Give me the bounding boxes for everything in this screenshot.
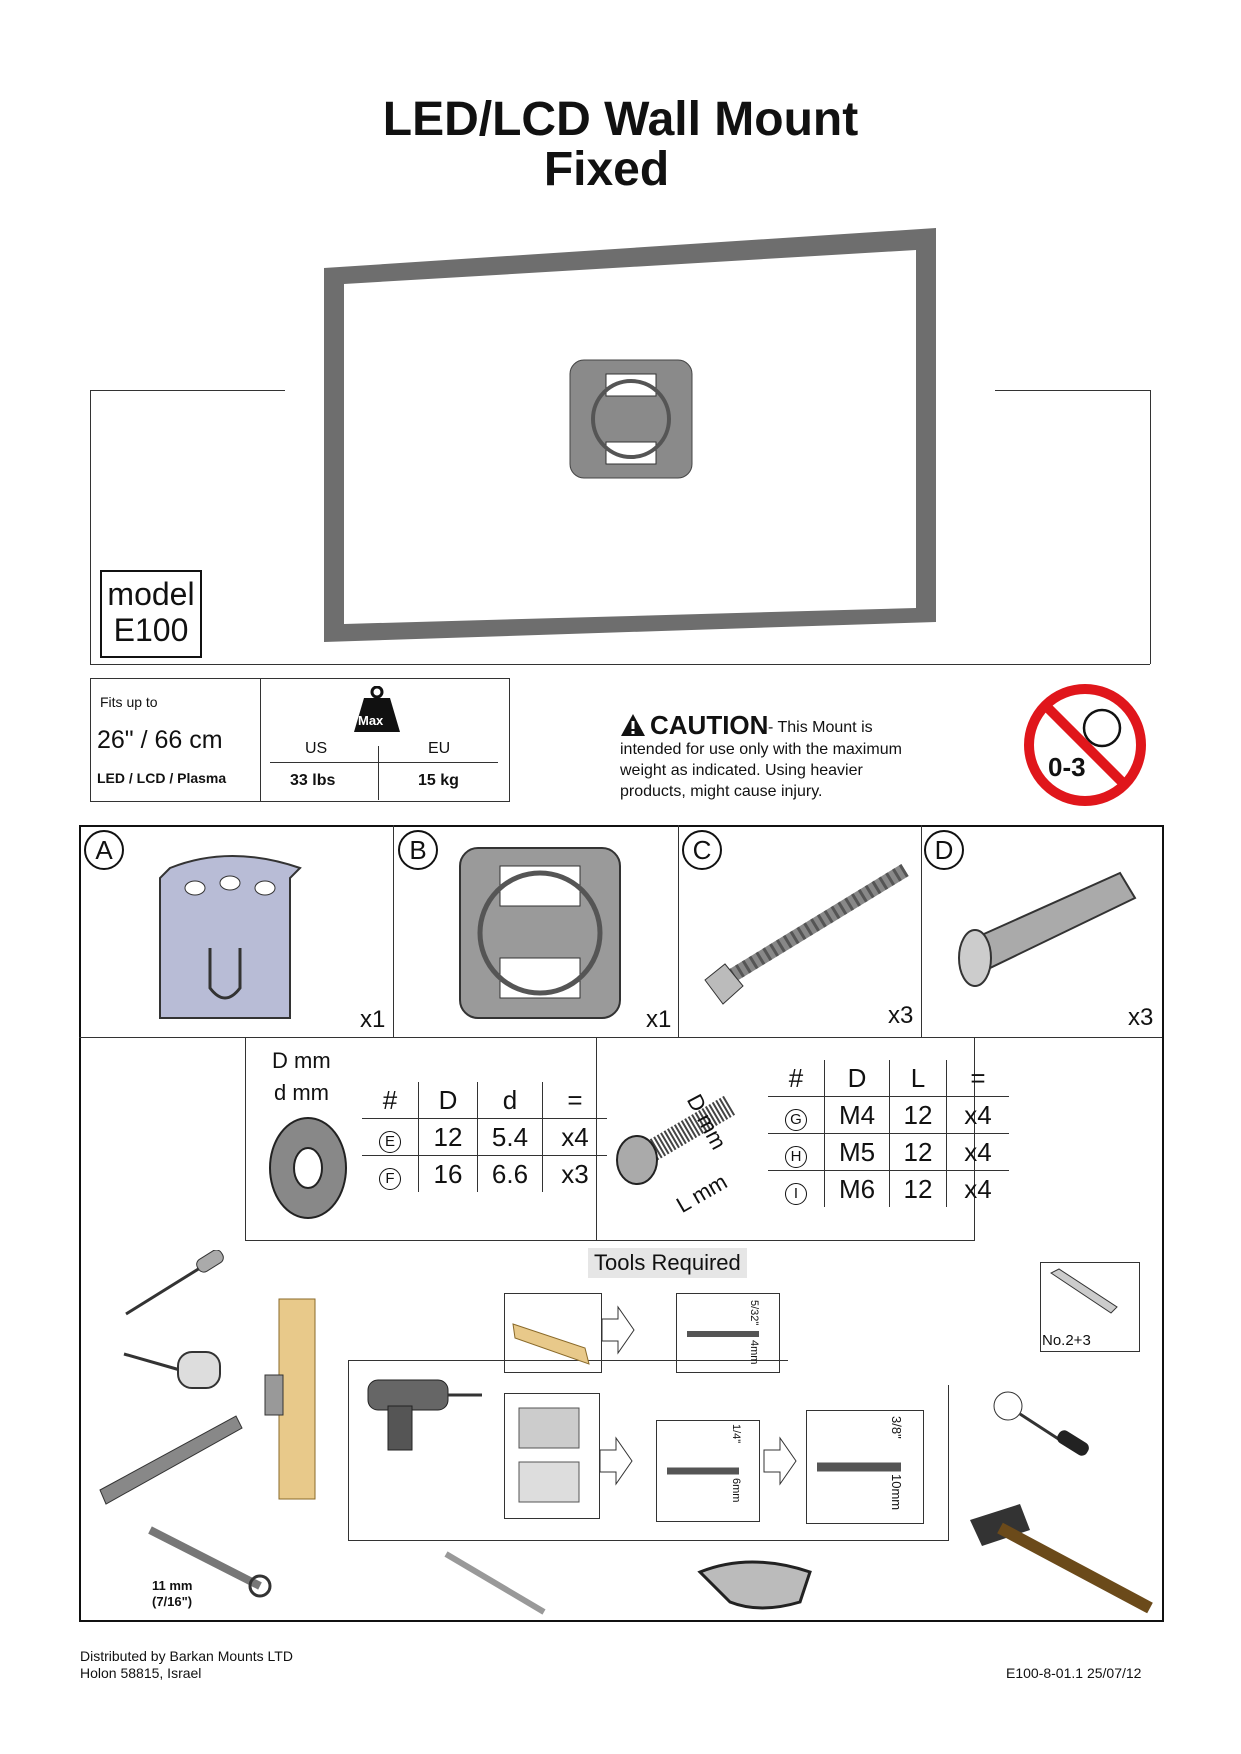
tools-bracket-right <box>948 1385 949 1541</box>
bit1-mm: 4mm <box>748 1340 760 1365</box>
frame-line-left-v <box>90 390 91 664</box>
bit2-mm: 6mm <box>730 1478 742 1503</box>
washer-row-e-id: E <box>379 1131 401 1153</box>
screw-header-L: L <box>890 1060 947 1097</box>
part-b-qty: x1 <box>646 1006 672 1033</box>
washer-row-f-id: F <box>379 1168 401 1190</box>
weight-divider-v <box>378 746 379 800</box>
part-c-qty: x3 <box>888 1002 914 1029</box>
bit1-inch: 5/32" <box>748 1300 760 1326</box>
screw-row-i-L: 12 <box>890 1171 947 1208</box>
age-label: 0-3 <box>1048 752 1086 782</box>
fits-divider <box>260 678 261 801</box>
bit2-inch: 1/4" <box>730 1424 742 1444</box>
screw-row-g-qty: x4 <box>947 1097 1010 1134</box>
screw-row-g-D: M4 <box>825 1097 890 1134</box>
awl-icon <box>120 1250 230 1320</box>
model-box <box>100 570 202 658</box>
washer-row-e-qty: x4 <box>543 1119 608 1156</box>
warning-icon <box>620 713 646 737</box>
part-a-label: A <box>84 830 124 870</box>
washer-header-D: D <box>419 1082 478 1119</box>
screw-row-h-D: M5 <box>825 1134 890 1171</box>
tools-required-label: Tools Required <box>588 1248 747 1278</box>
screw-row-h-L: 12 <box>890 1134 947 1171</box>
eu-label: EU <box>428 740 451 757</box>
washer-row-f-D: 16 <box>419 1156 478 1193</box>
page-subtitle: Fixed <box>543 143 670 196</box>
us-weight: 33 lbs <box>290 772 336 789</box>
caution-text-2: intended for use only with the maximum <box>620 741 902 758</box>
washer-table <box>362 1082 607 1192</box>
distributor-line-2: Holon 58815, Israel <box>80 1665 202 1681</box>
screwdriver-icon <box>990 1380 1100 1470</box>
screw-header-num: # <box>788 1062 804 1093</box>
arrow-right-2-icon <box>598 1436 634 1486</box>
part-d-label: D <box>924 830 964 870</box>
model-number: E100 <box>113 612 189 648</box>
power-drill-icon <box>358 1370 488 1490</box>
screw-header-D: D <box>825 1060 890 1097</box>
bit3-mm: 10mm <box>889 1474 904 1511</box>
frame-line-right <box>995 390 1150 391</box>
tape-measure-icon <box>120 1340 230 1400</box>
eu-weight: 15 kg <box>418 772 459 789</box>
screw-row-g-id: G <box>785 1109 807 1131</box>
washer-row-e-D: 12 <box>419 1119 478 1156</box>
washer-illustration <box>258 1108 358 1228</box>
screw-header-qty: = <box>947 1060 1010 1097</box>
frame-line-bottom <box>90 664 1150 665</box>
hammer-icon <box>960 1500 1160 1620</box>
drill-bit-4mm-box <box>676 1293 780 1373</box>
screw-row-i-D: M6 <box>825 1171 890 1208</box>
weight-max-label: Max <box>358 713 384 728</box>
frame-line-right-v <box>1150 390 1151 664</box>
pencil-icon <box>440 1548 550 1618</box>
washer-small-d-label: d mm <box>274 1080 329 1105</box>
drill-bit-6mm-box <box>656 1420 760 1522</box>
washer-header-qty: = <box>543 1082 608 1119</box>
part-a-qty: x1 <box>360 1006 386 1033</box>
parts-col-1 <box>393 825 394 1037</box>
screw-c-illustration <box>695 860 915 1010</box>
tv-with-mount-illustration <box>320 220 940 650</box>
bracket-a-illustration <box>150 848 310 1028</box>
wrench-size-mm: 11 mm <box>152 1578 193 1593</box>
wood-material-box <box>504 1293 602 1373</box>
frame-line-left <box>90 390 285 391</box>
fits-size: 26" / 66 cm <box>97 726 223 754</box>
part-d-qty: x3 <box>1128 1004 1154 1031</box>
page-title: LED/LCD Wall Mount <box>382 93 859 146</box>
caution-heading: CAUTION <box>650 710 769 740</box>
screw-l-label: L mm <box>672 1168 732 1218</box>
caution-text-4: products, might cause injury. <box>620 783 823 800</box>
wrench-size-inch: (7/16") <box>152 1594 193 1609</box>
model-label: model <box>107 576 195 612</box>
screw-row-i-id: I <box>785 1183 807 1205</box>
part-c-label: C <box>682 830 722 870</box>
washer-row-f-qty: x3 <box>543 1156 608 1193</box>
tools-bracket-bottom <box>348 1540 948 1541</box>
screw-row-g-L: 12 <box>890 1097 947 1134</box>
fits-label: Fits up to <box>100 694 158 710</box>
screwdriver-size: No.2+3 <box>1042 1332 1091 1349</box>
screw-row-h-qty: x4 <box>947 1134 1010 1171</box>
drill-bit-10mm-box <box>806 1410 924 1524</box>
tools-bracket-left <box>348 1360 349 1540</box>
distributor-line-1: Distributed by Barkan Mounts LTD <box>80 1648 293 1664</box>
fits-types: LED / LCD / Plasma <box>97 770 227 786</box>
screw-row-i-qty: x4 <box>947 1171 1010 1208</box>
screw-d-label: D mm <box>681 1090 732 1154</box>
masonry-material-box <box>504 1393 600 1519</box>
us-label: US <box>305 740 328 757</box>
caution-text-3: weight as indicated. Using heavier <box>620 762 863 779</box>
arrow-right-icon <box>600 1305 636 1355</box>
parts-col-3 <box>921 825 922 1037</box>
screw-table <box>768 1060 1009 1207</box>
anchor-d-illustration <box>945 858 1145 998</box>
washer-row-e-d: 5.4 <box>478 1119 543 1156</box>
arrow-right-3-icon <box>762 1436 798 1486</box>
bit3-inch: 3/8" <box>889 1416 904 1439</box>
washer-header-d: d <box>478 1082 543 1119</box>
washer-header-num: # <box>382 1084 398 1115</box>
level-icon <box>96 1410 246 1510</box>
washer-row-f-d: 6.6 <box>478 1156 543 1193</box>
washer-d-label: D mm <box>272 1048 331 1073</box>
caution-text-1: - This Mount is <box>768 719 873 736</box>
machine-screw-illustration <box>605 1060 755 1200</box>
document-code: E100-8-01.1 25/07/12 <box>1006 1665 1142 1681</box>
screw-row-h-id: H <box>785 1146 807 1168</box>
safety-glasses-icon <box>690 1548 820 1618</box>
plate-b-illustration <box>450 838 630 1030</box>
wood-stud-marking-icon <box>255 1295 335 1505</box>
parts-col-2 <box>678 825 679 1037</box>
weight-divider-h <box>270 762 498 763</box>
part-b-label: B <box>398 830 438 870</box>
no-children-icon <box>1022 682 1148 808</box>
